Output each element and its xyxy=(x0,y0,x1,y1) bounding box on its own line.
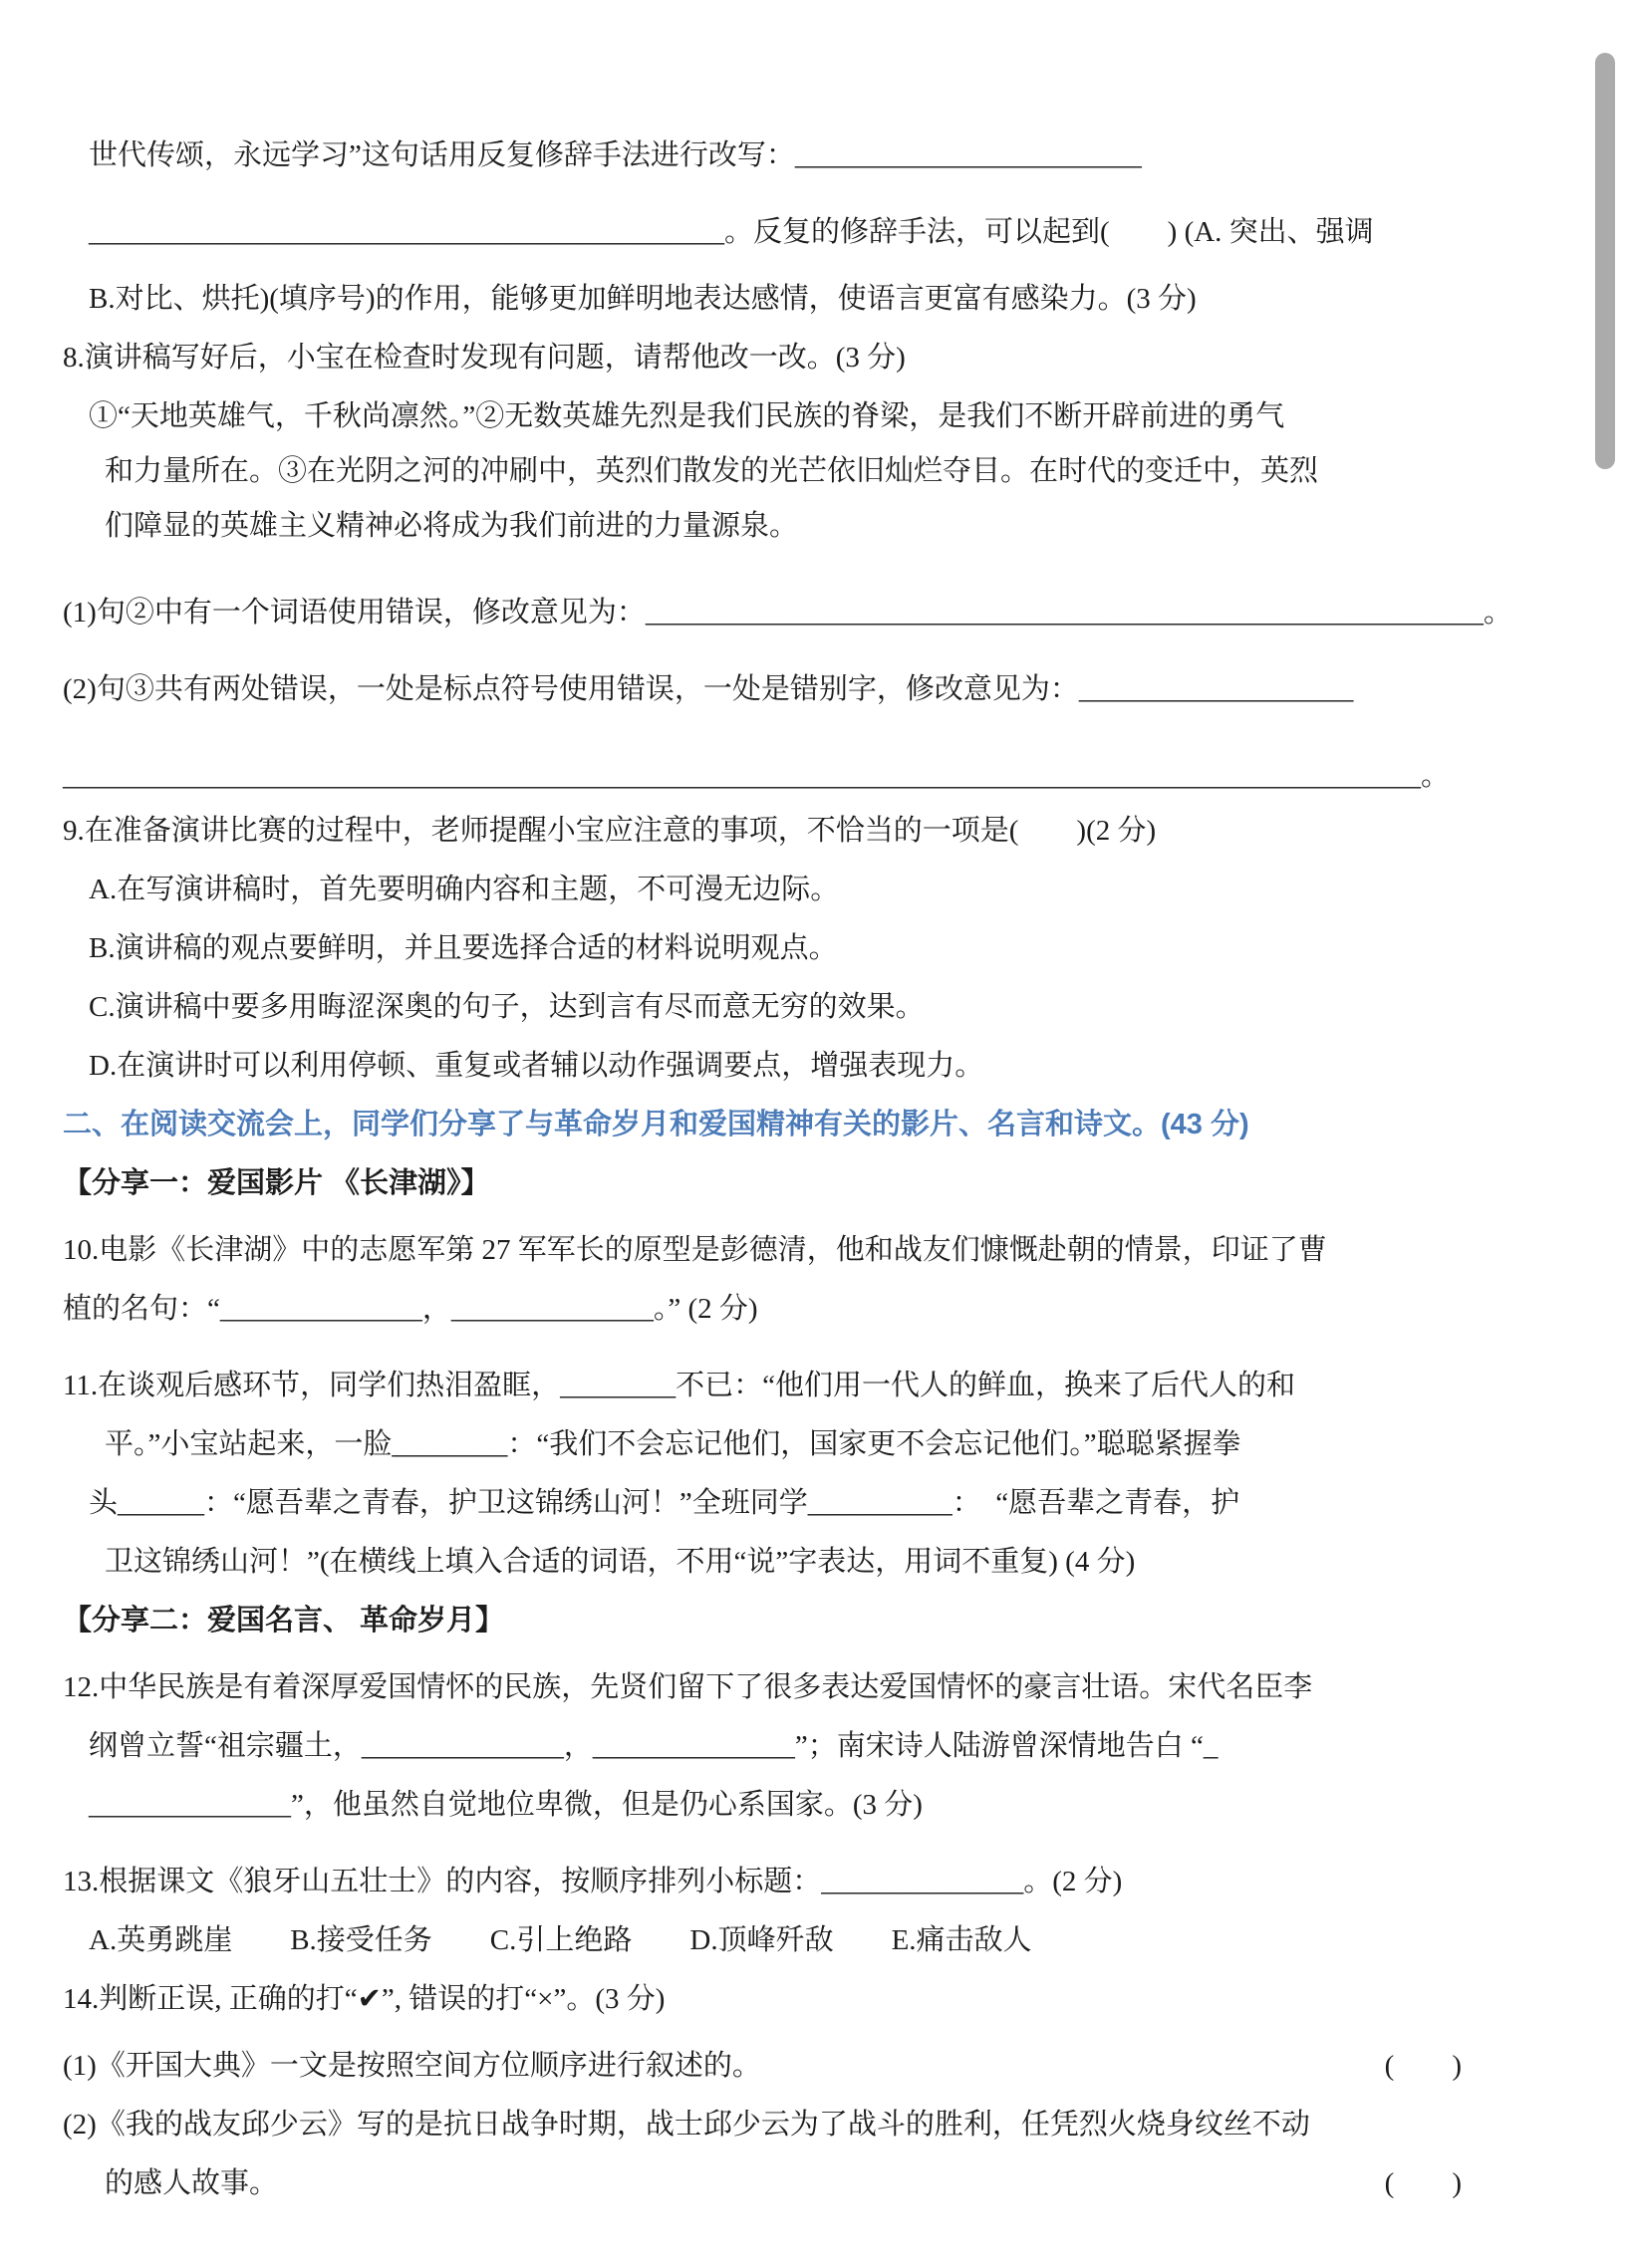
q10-line2: 植的名句：“______________，______________。” (2 分) xyxy=(63,1293,758,1325)
q13-options: A.英勇跳崖 B.接受任务 C.引上绝路 D.顶峰歼敌 E.痛击敌人 xyxy=(89,1924,1032,1956)
q10-line1: 10.电影《长津湖》中的志愿军第 27 军军长的原型是彭德清，他和战友们慷慨赴朝的情景，印证了曹 xyxy=(63,1234,1327,1266)
q8-answer-blank-line: ______________________________________________________________________________________________。 xyxy=(63,760,1450,792)
q11-line2: 平。”小宝站起来，一脸________：“我们不会忘记他们，国家更不会忘记他们。”聪聪紧握拳 xyxy=(105,1428,1241,1460)
share-1-heading: 【分享一：爱国影片 《长津湖》】 xyxy=(63,1167,490,1199)
q8-subquestion-2: (2)句③共有两处错误，一处是标点符号使用错误，一处是错别字，修改意见为：___________________ xyxy=(63,673,1354,705)
q14-item-1-text: (1)《开国大典》一文是按照空间方位顺序进行叙述的。 xyxy=(63,2050,761,2082)
q9-option-a: A.在写演讲稿时，首先要明确内容和主题，不可漫无边际。 xyxy=(89,874,840,905)
q14-item-2-line2 xyxy=(63,2165,1462,2202)
q8-subquestion-1: (1)句②中有一个词语使用错误，修改意见为：__________________________________________________________。 xyxy=(63,597,1512,629)
q8-paragraph-line2: 和力量所在。③在光阴之河的冲刷中，英烈们散发的光芒依旧灿烂夺目。在时代的变迁中，英烈 xyxy=(105,455,1319,487)
q11-line4: 卫这锦绣山河！”(在横线上填入合适的词语，不用“说”字表达，用词不重复) (4 分) xyxy=(105,1546,1136,1578)
q12-line1: 12.中华民族是有着深厚爱国情怀的民族，先贤们留下了很多表达爱国情怀的豪言壮语。宋代名臣李 xyxy=(63,1671,1313,1703)
q14-item-2-text: 的感人故事。 xyxy=(105,2167,279,2199)
q11-line3: 头______：“愿吾辈之青春，护卫这锦绣山河！”全班同学__________： “愿吾辈之青春，护 xyxy=(89,1487,1240,1519)
q8-prompt: 8.演讲稿写好后，小宝在检查时发现有问题，请帮他改一改。(3 分) xyxy=(63,342,906,374)
q14-item-2-bracket: ( ) xyxy=(1384,2167,1462,2199)
q7-rewrite-line2: ____________________________________________。反复的修辞手法，可以起到( ) (A. 突出、强调 xyxy=(89,216,1374,248)
q14-item-1-bracket: ( ) xyxy=(1384,2050,1462,2082)
q13-prompt: 13.根据课文《狼牙山五壮士》的内容，按顺序排列小标题：______________。(2 分) xyxy=(63,1866,1123,1897)
q14-item-2-line1: (2)《我的战友邱少云》写的是抗日战争时期，战士邱少云为了战斗的胜利，任凭烈火烧身纹丝不动 xyxy=(63,2109,1310,2141)
q12-line2: 纲曾立誓“祖宗疆土，______________，______________”；南宋诗人陆游曾深情地告白 “_ xyxy=(89,1730,1219,1762)
q8-paragraph-line3: 们障显的英雄主义精神必将成为我们前进的力量源泉。 xyxy=(105,510,799,542)
q12-line3: ______________”，他虽然自觉地位卑微，但是仍心系国家。(3 分) xyxy=(89,1789,923,1821)
q14-item-1 xyxy=(63,2048,1462,2085)
section-2-heading: 二、在阅读交流会上，同学们分享了与革命岁月和爱国精神有关的影片、名言和诗文。(43 分) xyxy=(63,1109,1249,1140)
q9-option-c: C.演讲稿中要多用晦涩深奥的句子，达到言有尽而意无穷的效果。 xyxy=(89,991,925,1023)
q14-prompt: 14.判断正误, 正确的打“✔”, 错误的打“×”。(3 分) xyxy=(63,1983,666,2015)
q7-rewrite-line1: 世代传颂，永远学习”这句话用反复修辞手法进行改写：________________________ xyxy=(89,139,1142,171)
q9-option-b: B.演讲稿的观点要鲜明，并且要选择合适的材料说明观点。 xyxy=(89,932,838,964)
share-2-heading: 【分享二：爱国名言、 革命岁月】 xyxy=(63,1605,505,1637)
q7-rewrite-line3: B.对比、烘托)(填序号)的作用，能够更加鲜明地表达感情，使语言更富有感染力。(3 分) xyxy=(89,283,1197,315)
scrollbar-thumb[interactable] xyxy=(1595,53,1615,469)
q9-option-d: D.在演讲时可以利用停顿、重复或者辅以动作强调要点，增强表现力。 xyxy=(89,1050,984,1082)
q9-prompt: 9.在准备演讲比赛的过程中，老师提醒小宝应注意的事项，不恰当的一项是( )(2 分) xyxy=(63,815,1157,847)
q8-paragraph-line1: ①“天地英雄气，千秋尚凛然。”②无数英雄先烈是我们民族的脊梁，是我们不断开辟前进的勇气 xyxy=(89,400,1285,432)
q11-line1: 11.在谈观后感环节，同学们热泪盈眶，________不已：“他们用一代人的鲜血，换来了后代人的和 xyxy=(63,1370,1296,1401)
